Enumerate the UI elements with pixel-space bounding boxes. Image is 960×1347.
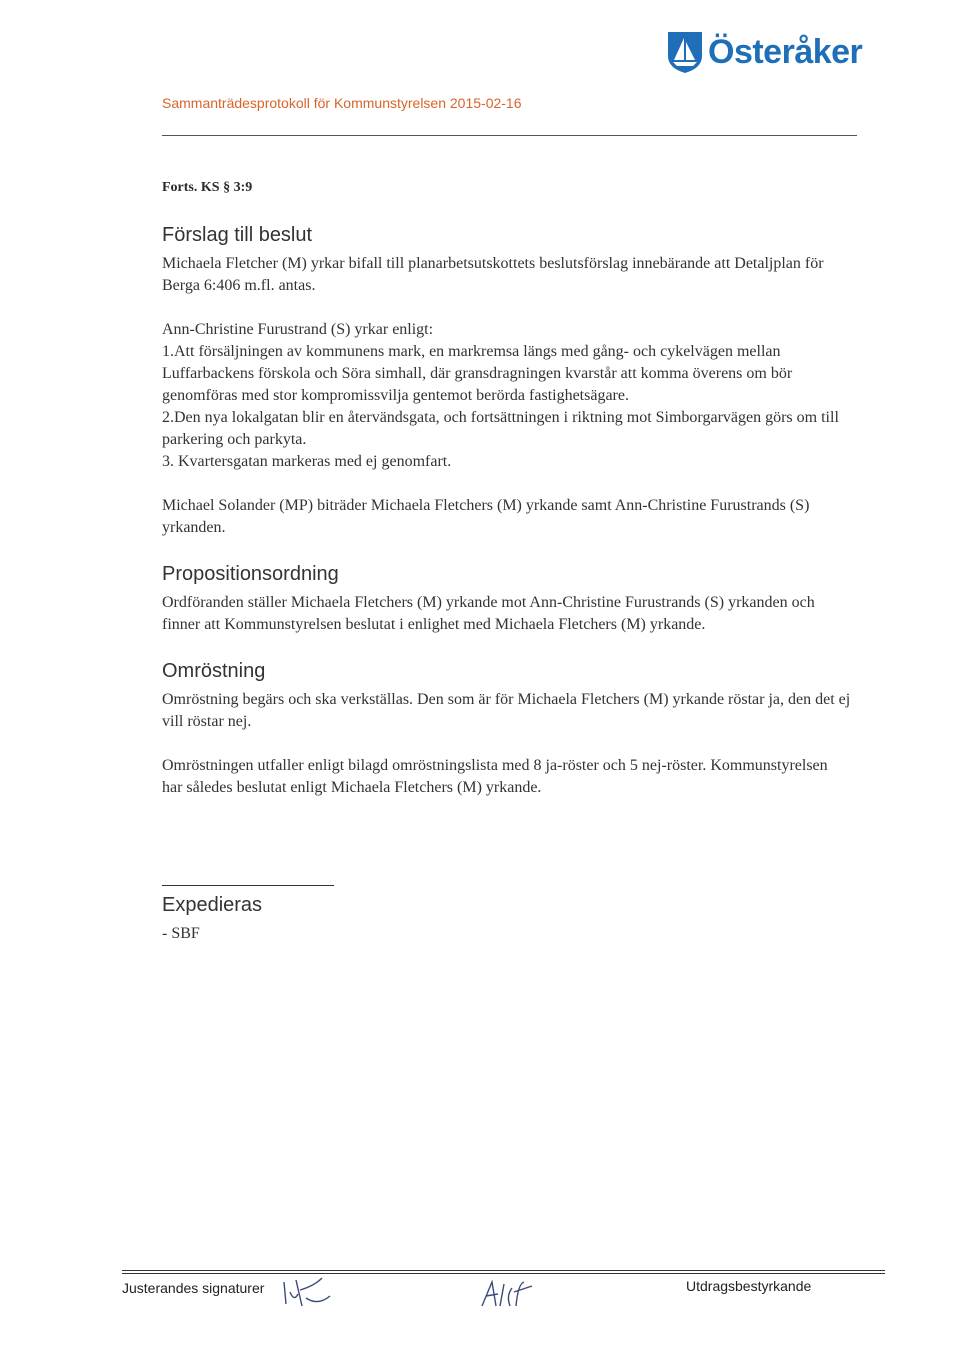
- heading-dispatch: Expedieras: [162, 894, 263, 916]
- dispatch-divider: [162, 885, 334, 886]
- osteraker-logo: [666, 30, 862, 74]
- heading-proposal: Förslag till beslut: [162, 224, 313, 246]
- vote-paragraph-1: Omröstning begärs och ska verkställas. Den som är för Michaela Fletchers (M) yrkande röstar ja, den det ej vill röstar nej.: [162, 691, 851, 730]
- protocol-title: Sammanträdesprotokoll för Kommunstyrelsen 2015-02-16: [162, 95, 522, 111]
- sailboat-shield-icon: [666, 30, 704, 74]
- proposal-item-1: 1.Att försäljningen av kommunens mark, en markremsa längs med gång- och cykelvägen mellan Luffarbackens förskola och Söra simhall, där gransdragningen kvarstår att komma överens om bör genomföras med stor kompromissvilja gentemot berörda fastighetsägare.: [162, 343, 793, 404]
- reference-section: § 3:9: [223, 180, 253, 195]
- document-body: [162, 180, 852, 945]
- heading-vote: Omröstning: [162, 660, 266, 682]
- vote-paragraph-2: Omröstningen utfaller enligt bilagd omröstningslista med 8 ja-röster och 5 nej-röster. Kommunstyrelsen har således beslutat enligt Michaela Fletchers (M) yrkande.: [162, 757, 828, 796]
- dispatch-item: - SBF: [162, 925, 200, 942]
- reference-prefix: Forts. KS: [162, 180, 220, 195]
- heading-proposition: Propositionsordning: [162, 563, 339, 585]
- proposal-item-2: 2.Den nya lokalgatan blir en återvändsgata, och fortsättningen i riktning mot Simborgarvägen görs om till parkering och parkyta.: [162, 409, 839, 448]
- footer-extract-label: Utdragsbestyrkande: [686, 1278, 812, 1294]
- proposal-paragraph-3: Michael Solander (MP) biträder Michaela Fletchers (M) yrkande samt Ann-Christine Furustrands (S) yrkanden.: [162, 497, 810, 536]
- footer-divider-2: [122, 1273, 885, 1274]
- proposition-paragraph: Ordföranden ställer Michaela Fletchers (M) yrkande mot Ann-Christine Furustrands (S) yrkanden och finner att Kommunstyrelsen beslutat i enlighet med Michaela Fletchers (M) yrkande.: [162, 594, 815, 633]
- handwritten-signature-2: [478, 1276, 548, 1312]
- footer-signatures-label: Justerandes signaturer: [122, 1280, 265, 1296]
- logo-wordmark: Österåker: [708, 32, 863, 71]
- proposal-item-3: 3. Kvartersgatan markeras med ej genomfart.: [162, 453, 452, 470]
- proposal-paragraph-1: Michaela Fletcher (M) yrkar bifall till planarbetsutskottets beslutsförslag innebärande att Detaljplan för Berga 6:406 m.fl. antas.: [162, 255, 824, 294]
- header-divider: [162, 135, 857, 136]
- section-reference: [162, 180, 852, 196]
- footer-divider: [122, 1270, 885, 1271]
- proposal-intro: Ann-Christine Furustrand (S) yrkar enligt:: [162, 321, 434, 338]
- handwritten-signature-1: [280, 1272, 340, 1312]
